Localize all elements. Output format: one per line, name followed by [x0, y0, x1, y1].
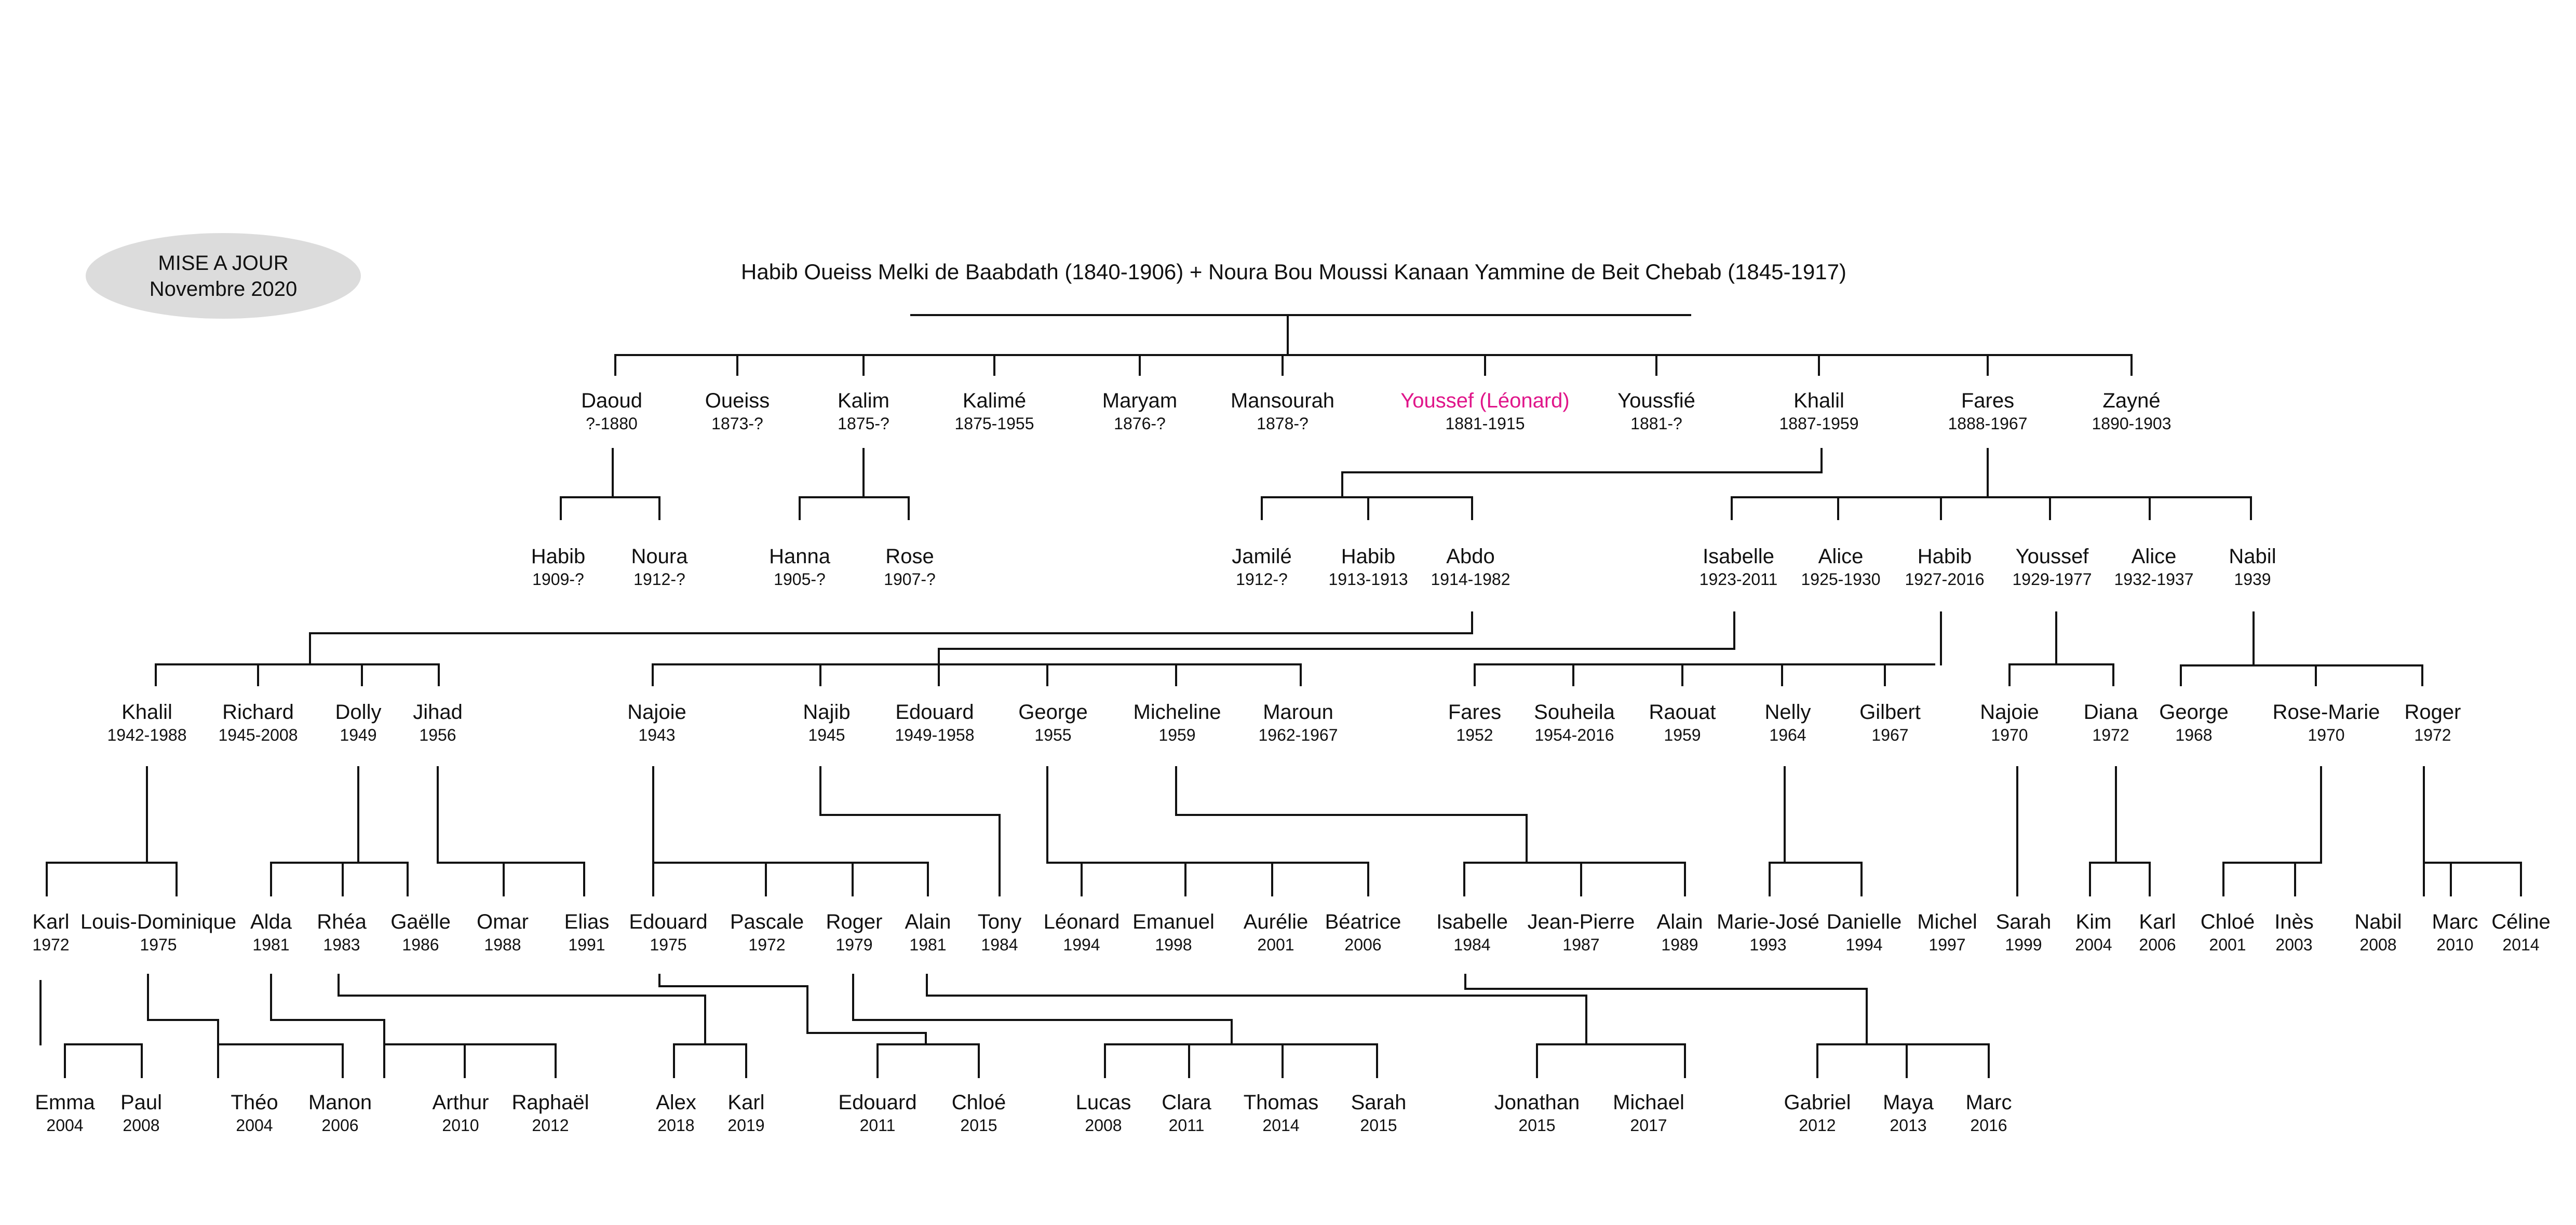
person-name: Léonard: [1043, 910, 1120, 933]
person-name: Alex: [656, 1091, 696, 1114]
gen2-person: [531, 544, 586, 590]
person-dates: 2016: [1970, 1116, 2007, 1135]
person-name: Danielle: [1826, 910, 1902, 933]
person-name: Michael: [1613, 1091, 1684, 1114]
person-dates: 1929-1977: [2012, 570, 2092, 589]
gen1-person: [1948, 388, 2027, 434]
person-dates: 1997: [1928, 935, 1966, 954]
gen2-person: [2114, 544, 2193, 590]
gen5-person: [1076, 1090, 1131, 1136]
person-dates: 1875-1955: [954, 414, 1034, 433]
person-dates: 1981: [909, 935, 947, 954]
gen4-person: [564, 909, 610, 955]
person-name: Habib: [1917, 545, 1972, 568]
person-dates: 1956: [419, 726, 456, 744]
person-name: Karl: [32, 910, 70, 933]
gen3-person: [1859, 700, 1921, 745]
person-name: Najib: [803, 701, 851, 724]
person-dates: 1945: [808, 726, 845, 744]
person-name: Arthur: [432, 1091, 489, 1114]
person-name: Nelly: [1764, 701, 1811, 724]
gen1-person: [705, 388, 770, 434]
gen2-person: [1328, 544, 1408, 590]
gen5-person: [1162, 1090, 1211, 1136]
person-dates: 1890-1903: [2092, 414, 2172, 433]
person-name: Dolly: [335, 701, 382, 724]
person-dates: 1939: [2234, 570, 2271, 589]
gen5-person: [1883, 1090, 1934, 1136]
person-name: Najoie: [1980, 701, 2039, 724]
person-dates: 2019: [727, 1116, 765, 1135]
person-name: Michel: [1917, 910, 1977, 933]
person-dates: 1983: [323, 935, 360, 954]
gen3-person: [413, 700, 463, 745]
person-name: Maya: [1883, 1091, 1934, 1114]
update-badge: [86, 233, 361, 319]
gen3-person: [1018, 700, 1087, 745]
gen2-person: [1700, 544, 1778, 590]
person-dates: 1909-?: [532, 570, 584, 589]
gen3-person: [2159, 700, 2228, 745]
person-dates: 1975: [650, 935, 687, 954]
person-dates: 2001: [2209, 935, 2246, 954]
gen4-person: [390, 909, 451, 955]
gen3-person: [1534, 700, 1615, 745]
gen5-person: [1613, 1090, 1684, 1136]
gen2-person: [631, 544, 688, 590]
gen3-person: [1258, 700, 1338, 745]
person-name: Sarah: [1351, 1091, 1407, 1114]
person-name: Pascale: [730, 910, 804, 933]
person-dates: 1907-?: [884, 570, 936, 589]
person-dates: 2004: [236, 1116, 273, 1135]
person-dates: 2017: [1630, 1116, 1667, 1135]
person-dates: 2018: [657, 1116, 695, 1135]
person-dates: 1876-?: [1114, 414, 1166, 433]
person-dates: 2015: [1360, 1116, 1397, 1135]
gen3-person: [335, 700, 382, 745]
gen3-person: [1649, 700, 1716, 745]
person-dates: 1972: [2414, 726, 2451, 744]
person-dates: 2014: [2502, 935, 2540, 954]
gen5-person: [1244, 1090, 1319, 1136]
person-name: Isabelle: [1436, 910, 1508, 933]
person-dates: 1954-2016: [1534, 726, 1614, 744]
person-name: Nabil: [2229, 545, 2276, 568]
person-dates: 1887-1959: [1779, 414, 1859, 433]
person-dates: 1972: [2092, 726, 2129, 744]
person-name: Kim: [2075, 910, 2112, 933]
person-dates: 1949: [340, 726, 377, 744]
person-dates: 1949-1958: [895, 726, 975, 744]
gen5-person: [1351, 1090, 1407, 1136]
person-dates: 1975: [140, 935, 177, 954]
gen2-person: [1801, 544, 1880, 590]
gen4-person: [1436, 909, 1508, 955]
gen4-person: [629, 909, 707, 955]
person-name: Céline: [2491, 910, 2551, 933]
person-dates: 1943: [638, 726, 676, 744]
gen3-person: [1134, 700, 1221, 745]
person-name: Raouat: [1649, 701, 1716, 724]
person-dates: 2014: [1262, 1116, 1300, 1135]
person-name: Marc: [2432, 910, 2478, 933]
person-name: Louis-Dominique: [80, 910, 237, 933]
gen3-person: [627, 700, 686, 745]
person-name: Diana: [2083, 701, 2138, 724]
person-dates: 2006: [321, 1116, 359, 1135]
person-name: Emma: [35, 1091, 95, 1114]
person-name: Thomas: [1243, 1091, 1319, 1114]
person-name: Alice: [2131, 545, 2177, 568]
gen2-person: [2229, 544, 2276, 590]
person-name: Kalim: [837, 389, 890, 412]
person-dates: 1932-1937: [2114, 570, 2194, 589]
person-dates: 2001: [1257, 935, 1294, 954]
person-dates: 1987: [1562, 935, 1600, 954]
person-dates: 1970: [1991, 726, 2028, 744]
gen4-person: [2432, 909, 2478, 955]
person-name: Roger: [2404, 701, 2461, 724]
person-name: Chloé: [951, 1091, 1006, 1114]
gen3-person: [895, 700, 974, 745]
person-dates: 1945-2008: [218, 726, 298, 744]
person-dates: 2011: [1168, 1116, 1205, 1135]
person-name: Inès: [2274, 910, 2314, 933]
person-dates: 1905-?: [774, 570, 826, 589]
gen4-person: [1827, 909, 1902, 955]
gen5-person: [838, 1090, 916, 1136]
gen4-person: [32, 909, 69, 955]
person-name: Edouard: [895, 701, 974, 724]
gen4-person: [1917, 909, 1977, 955]
person-name: Jamilé: [1232, 545, 1292, 568]
person-dates: 1875-?: [838, 414, 889, 433]
person-dates: 1964: [1769, 726, 1806, 744]
person-name: Rose: [885, 545, 934, 568]
person-name: Abdo: [1446, 545, 1495, 568]
gen1-person: [1231, 388, 1334, 434]
person-dates: 1925-1930: [1801, 570, 1881, 589]
person-name: Rhéa: [317, 910, 367, 933]
gen4-person: [1044, 909, 1120, 955]
person-name: Fares: [1448, 701, 1502, 724]
person-name: Youssfié: [1617, 389, 1695, 412]
person-dates: 1881-1915: [1445, 414, 1525, 433]
person-name: Alain: [905, 910, 951, 933]
gen4-person: [1717, 909, 1819, 955]
person-dates: 1981: [252, 935, 290, 954]
person-name: Paul: [120, 1091, 163, 1114]
person-dates: 2010: [2436, 935, 2474, 954]
person-dates: 1962-1967: [1258, 726, 1338, 744]
person-name: Isabelle: [1703, 545, 1774, 568]
gen1-person: [1617, 388, 1695, 434]
person-dates: 1994: [1845, 935, 1883, 954]
gen1-person: [1779, 388, 1858, 434]
person-name: Kalimé: [962, 389, 1027, 412]
gen1-person: [581, 388, 642, 434]
person-dates: 1968: [2175, 726, 2213, 744]
person-dates: 1942-1988: [107, 726, 187, 744]
gen5-person: [1494, 1090, 1580, 1136]
person-name: Karl: [727, 1091, 765, 1114]
person-name: Maryam: [1102, 389, 1178, 412]
person-name: Raphaël: [511, 1091, 589, 1114]
gen5-person: [231, 1090, 278, 1136]
person-name: Richard: [222, 701, 294, 724]
person-dates: 1912-?: [633, 570, 685, 589]
gen4-person: [1325, 909, 1401, 955]
gen4-person: [1528, 909, 1635, 955]
person-dates: 1984: [981, 935, 1018, 954]
person-name: Marc: [1965, 1091, 2012, 1114]
gen3-person: [2405, 700, 2461, 745]
person-dates: 1952: [1456, 726, 1493, 744]
person-name: Edouard: [838, 1091, 917, 1114]
person-name: Elias: [564, 910, 610, 933]
gen5-person: [120, 1090, 162, 1136]
person-name: Marie-José: [1717, 910, 1819, 933]
gen4-person: [1132, 909, 1215, 955]
person-name: Souheila: [1534, 701, 1615, 724]
person-dates: 1878-?: [1257, 414, 1309, 433]
person-name: Gaëlle: [390, 910, 451, 933]
root-couple-text: Habib Oueiss Melki de Baabdath (1840-1906) + Noura Bou Moussi Kanaan Yammine de Beit Chebab (1845-1917): [741, 260, 1846, 284]
person-name: Omar: [477, 910, 529, 933]
person-dates: 1873-?: [711, 414, 763, 433]
person-name: Emanuel: [1132, 910, 1215, 933]
person-name: Youssef (Léonard): [1400, 389, 1570, 412]
person-dates: 1959: [1158, 726, 1196, 744]
gen4-person: [730, 909, 804, 955]
person-dates: 1979: [835, 935, 873, 954]
person-dates: 2003: [2275, 935, 2313, 954]
gen2-person: [884, 544, 936, 590]
gen3-person: [2273, 700, 2380, 745]
gen2-person: [769, 544, 830, 590]
person-name: Habib: [1341, 545, 1396, 568]
person-dates: 1988: [484, 935, 521, 954]
person-dates: 2012: [1799, 1116, 1836, 1135]
person-dates: 1927-2016: [1905, 570, 1985, 589]
person-name: Hanna: [769, 545, 830, 568]
person-dates: 2015: [960, 1116, 997, 1135]
person-dates: 2011: [859, 1116, 896, 1135]
gen1-person: [838, 388, 889, 434]
gen3-person: [1448, 700, 1501, 745]
person-name: Khalil: [1793, 389, 1844, 412]
person-dates: 1914-1982: [1431, 570, 1510, 589]
gen5-person: [35, 1090, 95, 1136]
badge-line-2: Novembre 2020: [149, 277, 298, 301]
gen4-person: [2201, 909, 2255, 955]
gen4-person: [826, 909, 883, 955]
person-dates: 2006: [2139, 935, 2176, 954]
person-dates: 2008: [2359, 935, 2397, 954]
person-name: Théo: [231, 1091, 278, 1114]
person-dates: 1967: [1871, 726, 1909, 744]
person-dates: 1912-?: [1236, 570, 1288, 589]
person-dates: 1913-1913: [1328, 570, 1408, 589]
gen2-person: [2012, 544, 2092, 590]
person-name: Sarah: [1995, 910, 2052, 933]
gen4-person: [250, 909, 292, 955]
person-name: George: [2159, 701, 2229, 724]
gen5-person: [656, 1090, 696, 1136]
gen3-person: [1980, 700, 2039, 745]
person-name: Jonathan: [1494, 1091, 1580, 1114]
person-name: Oueiss: [705, 389, 770, 412]
person-name: Youssef: [2015, 545, 2089, 568]
person-dates: 1993: [1749, 935, 1787, 954]
person-name: Aurélie: [1243, 910, 1309, 933]
person-dates: 1991: [568, 935, 605, 954]
person-name: Edouard: [629, 910, 708, 933]
gen2-person: [1905, 544, 1984, 590]
person-name: Chloé: [2200, 910, 2255, 933]
person-dates: 1989: [1661, 935, 1698, 954]
person-name: Zayné: [2102, 389, 2161, 412]
person-dates: 1998: [1155, 935, 1192, 954]
gen5-person: [1784, 1090, 1851, 1136]
person-name: Jihad: [413, 701, 463, 724]
person-dates: 1972: [32, 935, 70, 954]
person-dates: 2008: [1085, 1116, 1122, 1135]
person-dates: 1970: [2308, 726, 2345, 744]
person-name: Mansourah: [1230, 389, 1335, 412]
person-dates: 1999: [2005, 935, 2042, 954]
gen4-person: [2354, 909, 2402, 955]
person-dates: 2015: [1518, 1116, 1556, 1135]
person-name: Tony: [977, 910, 1022, 933]
gen4-person: [1996, 909, 2052, 955]
gen5-person: [1966, 1090, 2012, 1136]
person-dates: 1955: [1034, 726, 1072, 744]
person-name: Maroun: [1263, 701, 1333, 724]
person-dates: 1888-1967: [1948, 414, 2028, 433]
gen4-person: [1657, 909, 1703, 955]
person-name: Karl: [2139, 910, 2176, 933]
gen1-person: [2092, 388, 2171, 434]
gen3-person: [218, 700, 298, 745]
gen5-person: [727, 1090, 764, 1136]
person-name: Clara: [1162, 1091, 1211, 1114]
person-dates: 1959: [1664, 726, 1701, 744]
person-name: Fares: [1961, 389, 2015, 412]
gen4-person: [317, 909, 367, 955]
gen4-person: [905, 909, 951, 955]
gen2-person: [1431, 544, 1510, 590]
person-name: Daoud: [581, 389, 642, 412]
gen3-person: [107, 700, 186, 745]
person-dates: 2004: [46, 1116, 84, 1135]
person-name: Rose-Marie: [2272, 701, 2380, 724]
gen3-person: [1765, 700, 1811, 745]
person-name: Alda: [250, 910, 292, 933]
person-dates: 1984: [1453, 935, 1491, 954]
person-dates: 2012: [532, 1116, 569, 1135]
person-name: Alain: [1656, 910, 1703, 933]
person-dates: 1923-2011: [1699, 570, 1778, 589]
person-dates: 1986: [402, 935, 439, 954]
badge-line-1: MISE A JOUR: [158, 251, 289, 275]
gen5-person: [433, 1090, 489, 1136]
gen4-person: [978, 909, 1022, 955]
gen1-person: [1102, 388, 1177, 434]
gen4-person: [1244, 909, 1309, 955]
person-name: George: [1018, 701, 1088, 724]
person-name: Roger: [826, 910, 883, 933]
person-name: Habib: [531, 545, 586, 568]
gen4-person: [2139, 909, 2176, 955]
gen4-person: [80, 909, 236, 955]
person-dates: 1881-?: [1630, 414, 1682, 433]
gen4-person: [2075, 909, 2112, 955]
gen1-person: [1400, 388, 1569, 434]
person-name: Manon: [308, 1091, 372, 1114]
person-name: Khalil: [122, 701, 172, 724]
person-dates: 2010: [442, 1116, 479, 1135]
gen4-person: [2491, 909, 2550, 955]
person-name: Alice: [1818, 545, 1864, 568]
gen1-person: [954, 388, 1034, 434]
person-dates: ?-1880: [586, 414, 638, 433]
person-dates: 1994: [1063, 935, 1100, 954]
gen5-person: [308, 1090, 372, 1136]
person-name: Béatrice: [1325, 910, 1401, 933]
gen4-person: [477, 909, 529, 955]
gen5-person: [952, 1090, 1006, 1136]
person-name: Najoie: [627, 701, 686, 724]
person-name: Lucas: [1075, 1091, 1131, 1114]
person-name: Gabriel: [1784, 1091, 1851, 1114]
gen3-person: [803, 700, 850, 745]
person-dates: 1972: [748, 935, 786, 954]
person-name: Micheline: [1133, 701, 1221, 724]
person-name: Gilbert: [1859, 701, 1921, 724]
person-dates: 2006: [1344, 935, 1382, 954]
person-name: Jean-Pierre: [1527, 910, 1635, 933]
person-name: Noura: [631, 545, 688, 568]
person-name: Nabil: [2354, 910, 2402, 933]
gen3-person: [2084, 700, 2138, 745]
gen4-person: [2274, 909, 2314, 955]
person-dates: 2004: [2075, 935, 2112, 954]
person-dates: 2013: [1890, 1116, 1927, 1135]
person-dates: 2008: [123, 1116, 160, 1135]
gen2-person: [1232, 544, 1292, 590]
gen5-person: [511, 1090, 589, 1136]
